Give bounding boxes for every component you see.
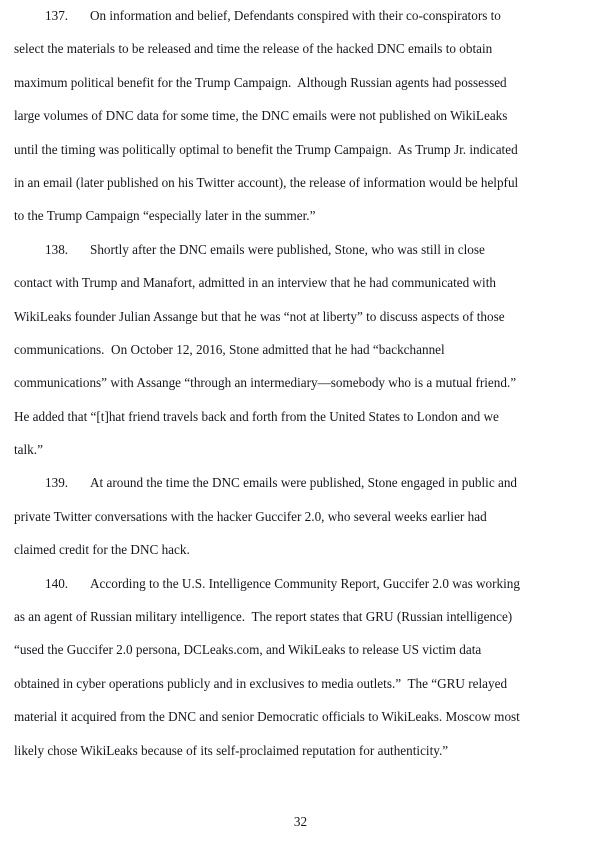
paragraph-line: Shortly after the DNC emails were published, Stone, who was still in close xyxy=(90,241,485,257)
page-number: 32 xyxy=(293,814,308,829)
paragraph-line: to the Trump Campaign “especially later in the summer.” xyxy=(14,208,316,224)
paragraph-line: WikiLeaks founder Julian Assange but that he was “not at liberty” to discuss aspects of those xyxy=(14,308,505,324)
paragraph-137 xyxy=(14,0,588,233)
paragraph-line: until the timing was politically optimal to benefit the Trump Campaign. As Trump Jr. indicated xyxy=(14,141,518,157)
paragraph-line: claimed credit for the DNC hack. xyxy=(14,542,190,558)
paragraph-first-line xyxy=(14,567,588,600)
paragraph-139 xyxy=(14,466,588,566)
paragraph-number: 137. xyxy=(45,8,69,23)
paragraph-line: communications. On October 12, 2016, Stone admitted that he had “backchannel xyxy=(14,341,445,357)
paragraph-line: At around the time the DNC emails were published, Stone engaged in public and xyxy=(90,475,518,491)
paragraph-line: maximum political benefit for the Trump Campaign. Although Russian agents had possessed xyxy=(14,74,507,90)
paragraph-first-line xyxy=(14,233,588,266)
paragraph-line: contact with Trump and Manafort, admitted in an interview that he had communicated with xyxy=(14,275,496,291)
paragraph-line: as an agent of Russian military intelligence. The report states that GRU (Russian intelligence) xyxy=(14,609,513,625)
paragraph-line: in an email (later published on his Twitter account), the release of information would be helpful xyxy=(14,174,519,190)
paragraph-140 xyxy=(14,567,588,767)
paragraph-line: obtained in cyber operations publicly and in exclusives to media outlets.” The “GRU relayed xyxy=(14,675,508,691)
paragraph-line: select the materials to be released and time the release of the hacked DNC emails to obtain xyxy=(14,41,493,57)
paragraph-first-line xyxy=(14,0,588,32)
paragraph-line: On information and belief, Defendants conspired with their co-conspirators to xyxy=(90,8,501,23)
paragraph-number: 140. xyxy=(45,575,69,591)
paragraph-line: He added that “[t]hat friend travels back and forth from the United States to London and we xyxy=(14,408,499,424)
paragraph-line: talk.” xyxy=(14,442,43,458)
paragraph-line: large volumes of DNC data for some time, the DNC emails were not published on WikiLeaks xyxy=(14,108,508,124)
paragraph-line: private Twitter conversations with the hacker Guccifer 2.0, who several weeks earlier had xyxy=(14,508,487,524)
paragraph-number: 138. xyxy=(45,241,69,257)
paragraph-line: communications” with Assange “through an intermediary—somebody who is a mutual friend.” xyxy=(14,375,517,391)
paragraph-number: 139. xyxy=(45,475,69,491)
paragraph-line: material it acquired from the DNC and senior Democratic officials to WikiLeaks. Moscow most xyxy=(14,709,520,725)
paragraph-138 xyxy=(14,233,588,467)
paragraph-line: “used the Guccifer 2.0 persona, DCLeaks.com, and WikiLeaks to release US victim data xyxy=(14,642,482,658)
paragraph-line: likely chose WikiLeaks because of its self-proclaimed reputation for authenticity.” xyxy=(14,742,449,758)
paragraph-line: According to the U.S. Intelligence Community Report, Guccifer 2.0 was working xyxy=(90,575,520,591)
paragraph-first-line xyxy=(14,466,588,499)
